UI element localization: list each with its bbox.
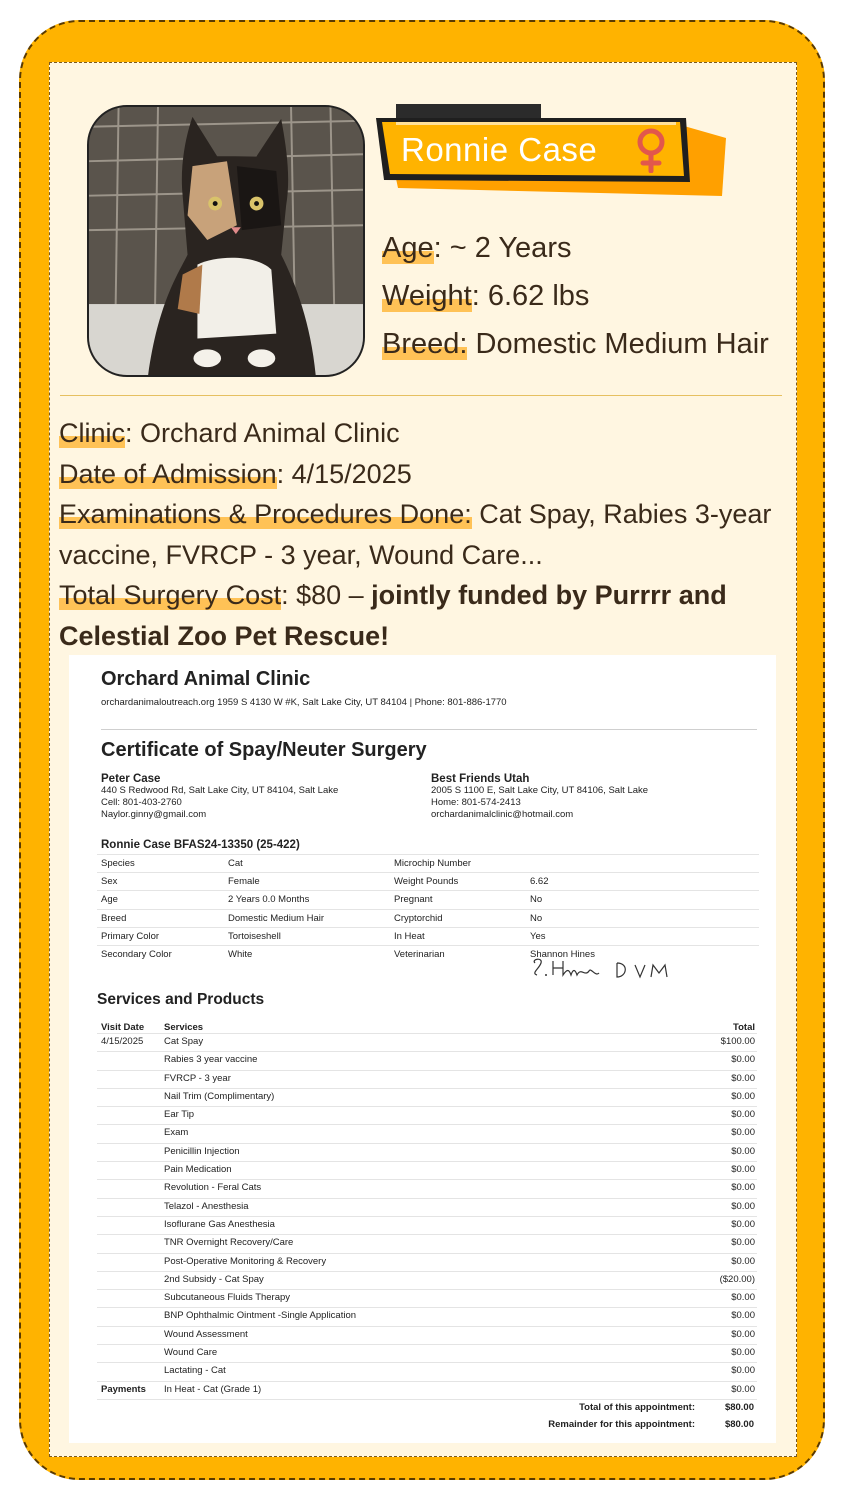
service-total: $0.00: [731, 1292, 755, 1304]
service-name: Isoflurane Gas Anesthesia: [164, 1218, 275, 1230]
pet-detail-row: [97, 854, 759, 872]
weight-line: [382, 280, 589, 313]
service-row: [97, 1088, 757, 1106]
service-name: Revolution - Feral Cats: [164, 1182, 262, 1194]
total-label: Total of this appointment:: [579, 1402, 695, 1413]
owner-address: 440 S Redwood Rd, Salt Lake City, UT 84104, Salt Lake: [101, 785, 339, 796]
col-visit-date: Visit Date: [101, 1022, 145, 1033]
service-total: $0.00: [731, 1365, 755, 1377]
pet-detail-label: Breed: [101, 912, 127, 924]
service-total: $0.00: [731, 1237, 755, 1249]
service-name: Exam: [164, 1127, 189, 1139]
admission-line: [59, 454, 789, 495]
service-name: Subcutaneous Fluids Therapy: [164, 1292, 291, 1304]
certificate-document: [69, 655, 776, 1443]
service-total: $0.00: [731, 1347, 755, 1359]
service-total: $0.00: [731, 1200, 755, 1212]
cert-divider: [101, 729, 757, 730]
pet-record-title: Ronnie Case BFAS24-13350 (25-422): [101, 839, 300, 851]
service-name: Telazol - Anesthesia: [164, 1200, 249, 1212]
service-total: $0.00: [731, 1383, 755, 1395]
service-name: In Heat - Cat (Grade 1): [164, 1383, 262, 1395]
pet-detail-row: [97, 890, 759, 908]
pet-name: Ronnie Case: [401, 131, 598, 168]
service-row: [97, 1179, 757, 1197]
pet-detail-value: Shannon Hines: [530, 948, 595, 960]
payments-divider: [97, 1399, 757, 1400]
service-total: $0.00: [731, 1109, 755, 1121]
service-row: [97, 1234, 757, 1252]
col-services: Services: [164, 1022, 204, 1033]
service-row: [97, 1253, 757, 1271]
admission-label: Date of Admission: [59, 458, 277, 489]
vet-signature: [529, 955, 689, 981]
total-value: $80.00: [724, 1402, 754, 1413]
service-name: 2nd Subsidy - Cat Spay: [164, 1273, 264, 1285]
service-name: Ear Tip: [164, 1109, 195, 1121]
breed-value: Domestic Medium Hair: [467, 328, 769, 360]
procedures-line: [59, 494, 789, 575]
services-title: Services and Products: [97, 991, 265, 1008]
pet-detail-label: Species: [101, 858, 135, 869]
pet-detail-label: Age: [101, 894, 118, 906]
service-total: $0.00: [731, 1127, 755, 1139]
summary-block: [59, 413, 789, 656]
weight-label: Weight: [382, 280, 472, 312]
female-icon: [633, 127, 669, 173]
service-row: [97, 1198, 757, 1216]
service-row: [97, 1289, 757, 1307]
service-row: [97, 1106, 757, 1124]
services-table: [97, 1033, 757, 1399]
pet-detail-row: [97, 927, 759, 945]
service-total: $0.00: [731, 1255, 755, 1267]
service-row: [97, 1362, 757, 1380]
owner-block: [101, 773, 338, 821]
service-total: $0.00: [731, 1328, 755, 1340]
service-row: [97, 1143, 757, 1161]
clinic-label: Clinic: [59, 418, 126, 448]
org-address: 2005 S 1100 E, Salt Lake City, UT 84106, Salt Lake: [431, 785, 649, 796]
pet-detail-value: Domestic Medium Hair: [228, 912, 325, 924]
service-date: 4/15/2025: [101, 1036, 144, 1047]
breed-line: [382, 328, 769, 361]
pet-detail-label: Veterinarian: [394, 948, 445, 960]
pet-detail-value: Yes: [530, 930, 546, 942]
org-email: orchardanimalclinic@hotmail.com: [431, 809, 574, 820]
service-total: $0.00: [731, 1072, 755, 1084]
breed-label: Breed:: [382, 328, 468, 360]
service-row: [97, 1344, 757, 1362]
service-row: [97, 1307, 757, 1325]
pet-detail-label: Pregnant: [394, 894, 433, 906]
cat-photo: [87, 105, 365, 377]
cert-clinic-address: orchardanimaloutreach.org 1959 S 4130 W #K, Salt Lake City, UT 84104 | Phone: 801-886-1770: [101, 697, 507, 708]
service-total: $0.00: [731, 1218, 755, 1230]
pet-detail-row: [97, 909, 759, 927]
age-value: : ~ 2 Years: [433, 232, 572, 264]
service-total: $0.00: [731, 1054, 755, 1066]
pet-detail-row: [97, 872, 759, 890]
pet-detail-label: In Heat: [394, 930, 425, 942]
service-row: [97, 1051, 757, 1069]
service-name: BNP Ophthalmic Ointment -Single Application: [164, 1310, 357, 1322]
service-name: Lactating - Cat: [164, 1365, 226, 1377]
services-header: [97, 1020, 757, 1034]
service-total: $0.00: [731, 1090, 755, 1102]
owner-phone: Cell: 801-403-2760: [101, 797, 182, 808]
org-phone: Home: 801-574-2413: [431, 797, 521, 808]
procedures-label: Examinations & Procedures Done:: [59, 499, 472, 529]
owner-name: Peter Case: [101, 773, 161, 785]
service-row: [97, 1124, 757, 1142]
service-total: $0.00: [731, 1310, 755, 1322]
owner-email: Naylor.ginny@gmail.com: [101, 809, 207, 820]
col-total: Total: [733, 1022, 755, 1033]
clinic-value: : Orchard Animal Clinic: [125, 418, 400, 448]
service-name: Pain Medication: [164, 1164, 232, 1176]
pet-detail-value: Cat: [228, 858, 243, 869]
cert-title: Certificate of Spay/Neuter Surgery: [101, 739, 427, 761]
cost-label: Total Surgery Cost: [59, 580, 282, 610]
service-row: [97, 1326, 757, 1344]
remainder-label: Remainder for this appointment:: [548, 1419, 695, 1430]
service-total: $0.00: [731, 1145, 755, 1157]
divider: [60, 395, 782, 396]
service-name: Penicillin Injection: [164, 1145, 240, 1157]
pet-detail-value: Tortoiseshell: [228, 930, 281, 942]
service-row: [97, 1381, 757, 1399]
service-name: Nail Trim (Complimentary): [164, 1090, 275, 1102]
pet-detail-label: Primary Color: [101, 930, 160, 942]
pet-detail-label: Cryptorchid: [394, 912, 443, 924]
service-row: [97, 1216, 757, 1234]
service-name: Cat Spay: [164, 1036, 204, 1047]
service-row: [97, 1070, 757, 1088]
cost-value: : $80 –: [281, 580, 372, 610]
org-block: [431, 773, 648, 821]
pet-detail-value: 2 Years 0.0 Months: [228, 894, 310, 906]
cost-note: jointly funded by Purrrr and Celestial Zoo Pet Rescue!: [59, 580, 727, 651]
org-name: Best Friends Utah: [431, 773, 530, 785]
procedures-value: Cat Spay, Rabies 3-year vaccine, FVRCP - 3 year, Wound Care...: [59, 499, 772, 570]
pet-detail-label: Secondary Color: [101, 948, 172, 960]
pet-detail-label: Sex: [101, 876, 118, 888]
service-row: [97, 1271, 757, 1289]
service-total: ($20.00): [719, 1273, 755, 1285]
service-row: [97, 1033, 757, 1051]
service-name: TNR Overnight Recovery/Care: [164, 1237, 294, 1249]
remainder-value: $80.00: [724, 1419, 754, 1430]
cert-clinic-name: Orchard Animal Clinic: [101, 668, 311, 690]
service-name: Wound Care: [164, 1347, 218, 1359]
pet-detail-value: White: [228, 948, 253, 960]
pet-detail-value: No: [530, 912, 543, 924]
service-name: Post-Operative Monitoring & Recovery: [164, 1255, 327, 1267]
service-row: [97, 1161, 757, 1179]
age-label: Age: [382, 232, 434, 264]
payments-label: Payments: [101, 1384, 146, 1395]
cost-line: [59, 575, 789, 656]
service-name: Wound Assessment: [164, 1328, 248, 1340]
service-total: $0.00: [731, 1182, 755, 1194]
clinic-line: [59, 413, 789, 454]
weight-value: : 6.62 lbs: [471, 280, 590, 312]
service-total: $100.00: [720, 1036, 755, 1047]
service-total: $0.00: [731, 1164, 755, 1176]
pet-detail-value: 6.62: [530, 876, 549, 888]
pet-detail-value: Female: [228, 876, 260, 888]
pet-details-table: [97, 854, 759, 963]
service-name: Rabies 3 year vaccine: [164, 1054, 258, 1066]
pet-detail-label: Weight Pounds: [394, 876, 459, 888]
admission-value: : 4/15/2025: [276, 458, 412, 489]
pet-detail-value: No: [530, 894, 543, 906]
service-name: FVRCP - 3 year: [164, 1072, 231, 1084]
pet-detail-label: Microchip Number: [394, 858, 472, 869]
age-line: [382, 232, 571, 265]
